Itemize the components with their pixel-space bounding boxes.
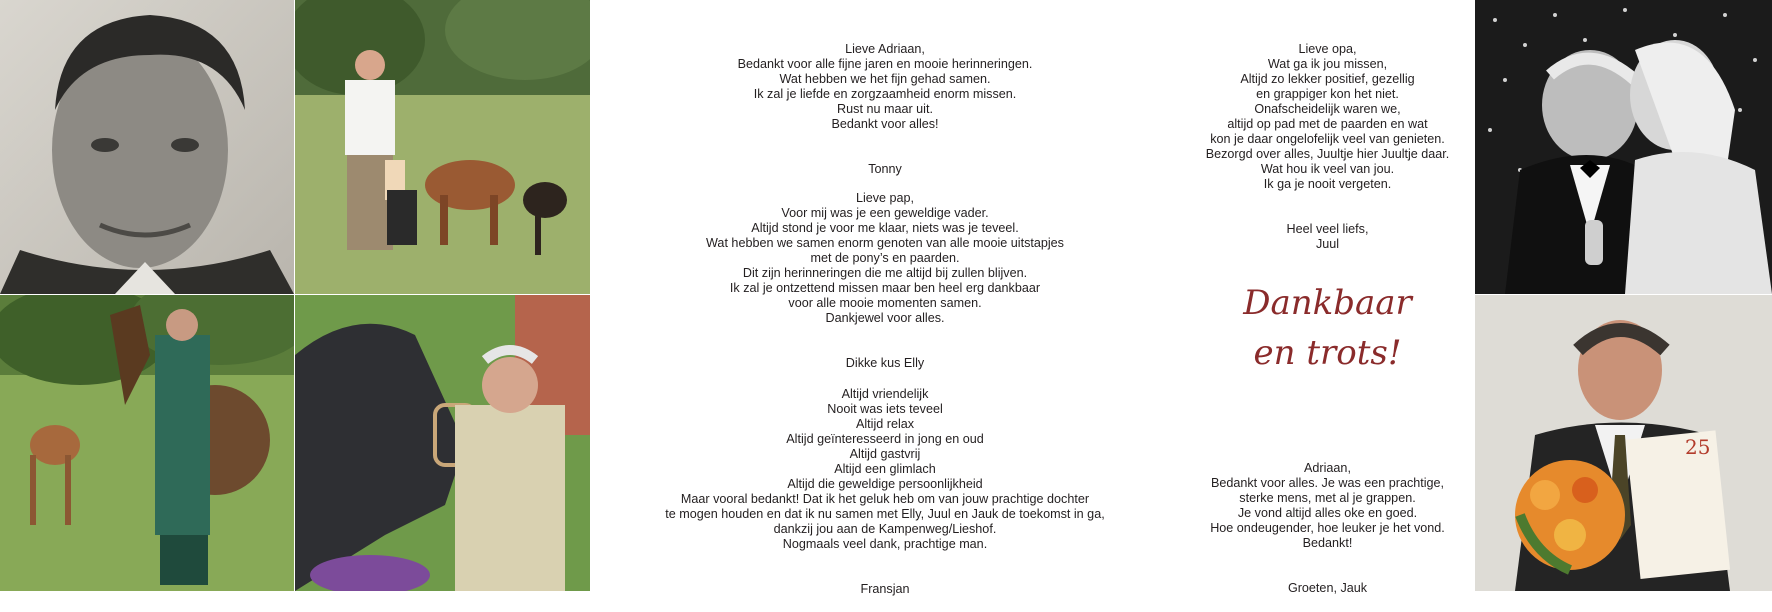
message-elly-text: Lieve pap, Voor mij was je een geweldige vader. Altijd stond je voor me klaar, niets was je teveel. Wat hebben we samen enorm genoten van alle mooie uitstapjes met de pony’s en paarden. Dit zijn herinneringen die me altijd bij zullen blijven. Ik zal je ontzettend missen maar ben heel erg dankbaar voor alle mooie momenten samen. Dankjewel voor alles.: [706, 191, 1064, 325]
signature-jauk: Groeten, Jauk: [1287, 581, 1368, 595]
message-juul-text: Lieve opa, Wat ga ik jou missen, Altijd zo lekker positief, gezellig en grappiger kon het niet. Onafscheidelijk waren we, altijd op pad met de paarden en wat kon je daar ongelofelijk veel van genieten. Bezorgd over alles, Juultje hier Juultje daar. Wat hou ik veel van jou. Ik ga je nooit vergeten.: [1205, 42, 1450, 191]
message-jauk: [1180, 446, 1475, 611]
signature-fransjan: Fransjan: [860, 582, 910, 596]
script-heading-line2: en trots!: [1253, 333, 1402, 373]
wedding-kiss-photo: [1475, 0, 1772, 294]
message-elly: [590, 176, 1180, 386]
message-fransjan: [590, 372, 1180, 612]
signature-tonny: Tonny: [868, 162, 902, 176]
certificate-number: 25: [1685, 435, 1711, 459]
message-juul: [1180, 27, 1475, 267]
man-dark-horse-photo: [295, 295, 590, 591]
script-heading: [1180, 278, 1475, 378]
message-jauk-text: Adriaan, Bedankt voor alles. Je was een prachtige, sterke mens, met al je grappen. Je vond altijd alles oke en goed. Hoe ondeugender, hoe leuker je het vond. Bedankt!: [1210, 461, 1445, 550]
signature-elly: Dikke kus Elly: [845, 356, 925, 370]
man-award-bouquet-photo: [1475, 295, 1772, 591]
signature-juul: Heel veel liefs, Juul: [1286, 222, 1369, 251]
message-fransjan-text: Altijd vriendelijk Nooit was iets teveel Altijd relax Altijd geïnteresseerd in jong en oud Altijd gastvrij Altijd een glimlach Altijd die geweldige persoonlijkheid Maar vooral bedankt! Dat ik het geluk heb om van jouw prachtige dochter te mogen houden en dat ik nu samen met Elly, Juul en Jauk de toekomst in ga, dankzij jou aan de Kampenweg/Lieshof. Nogmaals veel dank, prachtige man.: [665, 387, 1105, 551]
message-tonny: [590, 27, 1180, 192]
man-girl-ponies-photo: [295, 0, 590, 294]
man-horse-foal-photo: [0, 295, 294, 591]
script-heading-line1: Dankbaar: [1243, 283, 1412, 323]
portrait-young-man-photo: [0, 0, 294, 294]
message-tonny-text: Lieve Adriaan, Bedankt voor alle fijne jaren en mooie herinneringen. Wat hebben we het fijn gehad samen. Ik zal je liefde en zorgzaamheid enorm missen. Rust nu maar uit. Bedankt voor alles!: [737, 42, 1033, 131]
